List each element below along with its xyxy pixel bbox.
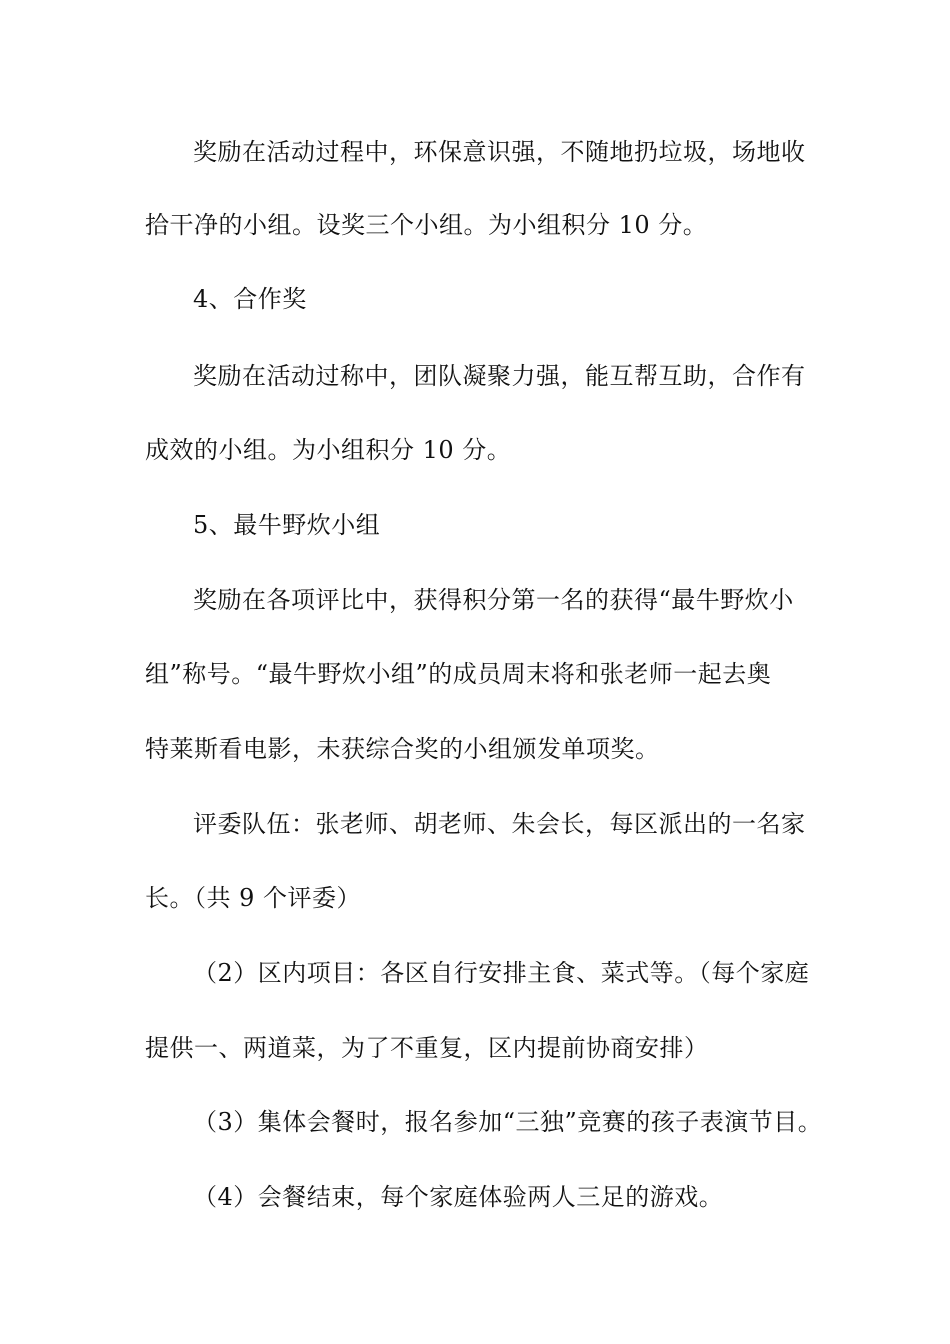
paragraph-line: （3）集体会餐时，报名参加“三独”竞赛的孩子表演节目。 [193, 1108, 823, 1136]
paragraph-line: 评委队伍：张老师、胡老师、朱会长，每区派出的一名家 [193, 810, 806, 838]
paragraph-line: 特莱斯看电影，未获综合奖的小组颁发单项奖。 [145, 735, 660, 763]
paragraph-line: 奖励在活动过程中，环保意识强，不随地扔垃圾，场地收 [193, 138, 806, 166]
paragraph-line: 组”称号。“最牛野炊小组”的成员周末将和张老师一起去奥 [145, 660, 772, 688]
section-heading: 4、合作奖 [193, 285, 307, 313]
paragraph-line: 拾干净的小组。设奖三个小组。为小组积分 10 分。 [145, 211, 708, 239]
paragraph-line: （2）区内项目：各区自行安排主食、菜式等。（每个家庭 [193, 959, 810, 987]
section-heading: 5、最牛野炊小组 [193, 511, 381, 539]
paragraph-line: 成效的小组。为小组积分 10 分。 [145, 436, 512, 464]
paragraph-line: 奖励在各项评比中，获得积分第一名的获得“最牛野炊小 [193, 586, 794, 614]
paragraph-line: 奖励在活动过称中，团队凝聚力强，能互帮互助，合作有 [193, 362, 806, 390]
paragraph-line: （4）会餐结束，每个家庭体验两人三足的游戏。 [193, 1183, 724, 1211]
paragraph-line: 长。（共 9 个评委） [145, 884, 362, 912]
paragraph-line: 提供一、两道菜，为了不重复，区内提前协商安排） [145, 1034, 709, 1062]
